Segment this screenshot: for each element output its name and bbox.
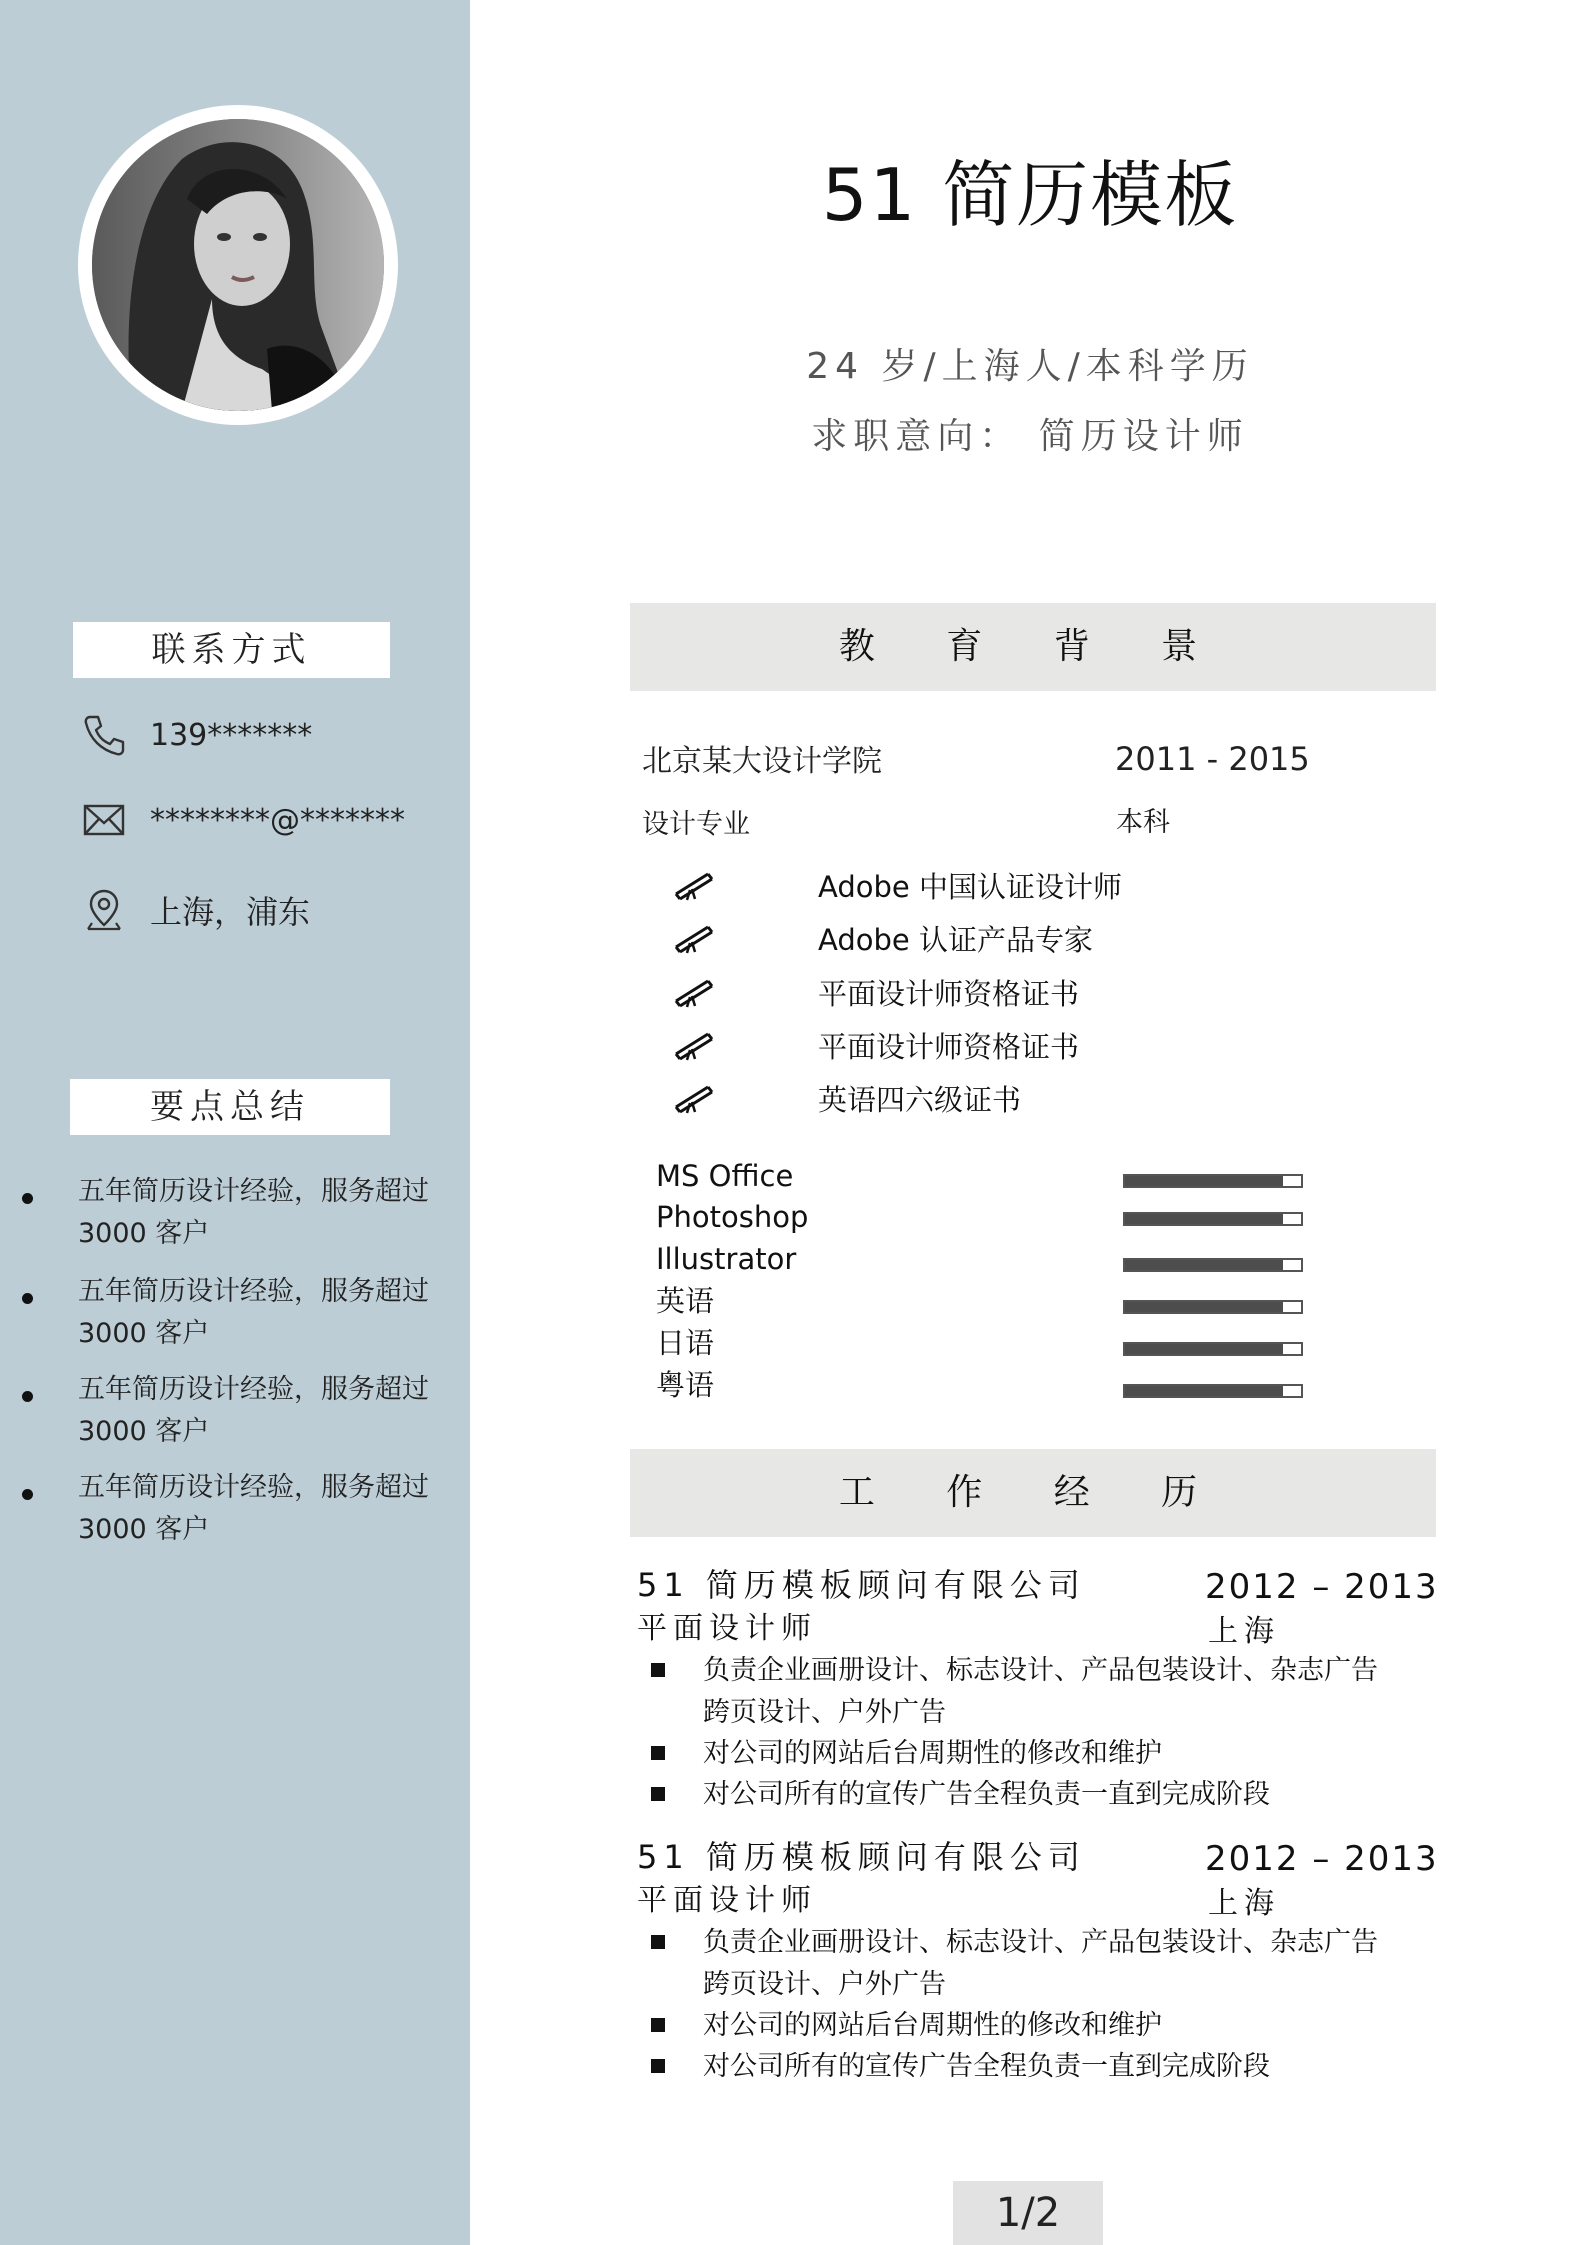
page-number: 1/2 (953, 2181, 1103, 2245)
certificate-item (670, 913, 1370, 963)
skill-name: Photoshop (656, 1200, 809, 1234)
school-years: 2011 - 2015 (1115, 740, 1310, 778)
company-name: 51 简历模板顾问有限公司 (637, 1838, 1086, 1876)
duty-bullet (651, 1746, 665, 1760)
skill-name: 英语 (656, 1284, 715, 1318)
summary-bullet (22, 1489, 33, 1500)
certificate-name: Adobe 认证产品专家 (818, 922, 1093, 957)
diploma-icon (670, 921, 718, 955)
personal-info: 24 岁/上海人/本科学历 (806, 346, 1254, 387)
skill-name: Illustrator (656, 1242, 797, 1276)
degree: 本科 (1116, 807, 1170, 838)
contact-location (82, 886, 462, 934)
job-duty: 对公司的网站后台周期性的修改和维护 (703, 2010, 1162, 2041)
certificate-item (670, 1020, 1370, 1070)
job-city: 上海 (1208, 1886, 1280, 1921)
work-heading: 工 作 经 历 (630, 1449, 1436, 1537)
certificate-name: Adobe 中国认证设计师 (818, 869, 1122, 904)
contact-heading: 联系方式 (73, 622, 390, 678)
skill-bar (1123, 1384, 1303, 1398)
job-duty: 对公司的网站后台周期性的修改和维护 (703, 1738, 1162, 1769)
envelope-icon (82, 802, 126, 838)
summary-item: 五年简历设计经验，服务超过 3000 客户 (78, 1374, 429, 1447)
summary-item: 五年简历设计经验，服务超过 3000 客户 (78, 1472, 429, 1545)
duty-bullet (651, 2059, 665, 2073)
diploma-icon (670, 868, 718, 902)
job-duty: 负责企业画册设计、标志设计、产品包装设计、杂志广告跨页设计、户外广告 (703, 1927, 1378, 2000)
duty-bullet (651, 1787, 665, 1801)
duty-bullet (651, 1663, 665, 1677)
phone-icon (82, 713, 126, 757)
school-name: 北京某大设计学院 (642, 744, 882, 779)
job-duty: 负责企业画册设计、标志设计、产品包装设计、杂志广告跨页设计、户外广告 (703, 1655, 1378, 1728)
skill-name: 粤语 (656, 1368, 715, 1402)
certificate-name: 英语四六级证书 (818, 1082, 1022, 1117)
location-pin-icon (82, 887, 126, 933)
summary-item: 五年简历设计经验，服务超过 3000 客户 (78, 1276, 429, 1349)
diploma-icon (670, 1028, 718, 1062)
job-dates: 2012 – 2013 (1205, 1839, 1439, 1879)
certificate-name: 平面设计师资格证书 (818, 976, 1080, 1011)
diploma-icon (670, 975, 718, 1009)
certificate-item (670, 1073, 1370, 1123)
skill-bar (1123, 1258, 1303, 1272)
skill-bar (1123, 1342, 1303, 1356)
job-duty: 对公司所有的宣传广告全程负责一直到完成阶段 (703, 2051, 1270, 2082)
resume-title: 51 简历模板 (821, 153, 1239, 237)
job-intent: 求职意向： 简历设计师 (811, 416, 1249, 457)
job-position: 平面设计师 (637, 1883, 817, 1918)
contact-phone (82, 711, 462, 759)
profile-photo (92, 119, 384, 411)
job-position: 平面设计师 (637, 1611, 817, 1646)
email-address: ********@******* (150, 802, 405, 838)
summary-bullet (22, 1293, 33, 1304)
skill-bar (1123, 1174, 1303, 1188)
certificate-name: 平面设计师资格证书 (818, 1029, 1080, 1064)
company-name: 51 简历模板顾问有限公司 (637, 1566, 1086, 1604)
summary-bullet (22, 1193, 33, 1204)
skill-name: MS Office (656, 1159, 794, 1193)
contact-email (82, 796, 462, 844)
job-dates: 2012 – 2013 (1205, 1567, 1439, 1607)
education-heading: 教 育 背 景 (630, 603, 1436, 691)
job-duty: 对公司所有的宣传广告全程负责一直到完成阶段 (703, 1779, 1270, 1810)
phone-number: 139******* (150, 717, 313, 753)
skill-bar (1123, 1300, 1303, 1314)
summary-item: 五年简历设计经验，服务超过 3000 客户 (78, 1176, 429, 1249)
major: 设计专业 (642, 809, 750, 840)
duty-bullet (651, 2018, 665, 2032)
certificate-item (670, 967, 1370, 1017)
job-city: 上海 (1208, 1614, 1280, 1649)
certificate-item (670, 860, 1370, 910)
summary-bullet (22, 1391, 33, 1402)
location-text: 上海，浦东 (150, 893, 311, 931)
skill-name: 日语 (656, 1326, 715, 1360)
diploma-icon (670, 1081, 718, 1115)
summary-heading: 要点总结 (70, 1079, 390, 1135)
skill-bar (1123, 1212, 1303, 1226)
duty-bullet (651, 1935, 665, 1949)
